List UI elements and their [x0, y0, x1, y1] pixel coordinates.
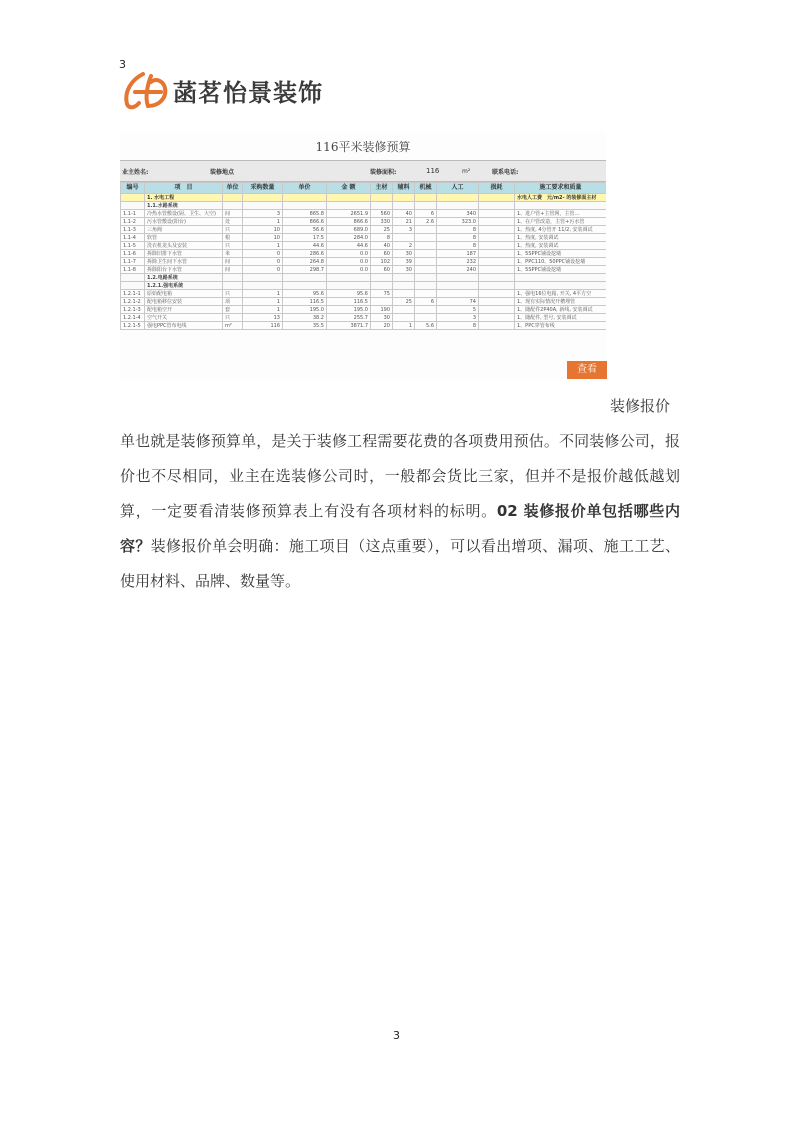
budget-row [121, 242, 607, 250]
budget-cell [479, 298, 515, 306]
budget-cell: 拆除阳台下水管 [145, 266, 223, 274]
budget-cell: 拆除卫生间下水管 [145, 258, 223, 266]
budget-cell [283, 202, 327, 210]
budget-cell: 3 [393, 226, 415, 234]
budget-cell: 1.1-8 [121, 266, 145, 274]
budget-row [121, 298, 607, 306]
budget-cell [479, 226, 515, 234]
page-number-top: 3 [119, 58, 126, 71]
budget-cell: 2651.9 [327, 210, 371, 218]
budget-cell: 44.6 [283, 242, 327, 250]
budget-cell: 三角阀 [145, 226, 223, 234]
budget-cell: 污水管敷设(阳台) [145, 218, 223, 226]
budget-cell: 10 [243, 234, 283, 242]
budget-cell: 30 [371, 314, 393, 322]
budget-cell: 套 [223, 306, 243, 314]
budget-cell: 1、随配件2P40A, 新线, 安装调试 [515, 306, 607, 314]
budget-cell: 284.0 [327, 234, 371, 242]
budget-cell: 1、强电16位电箱, 开关, 4平方空 [515, 290, 607, 298]
budget-cell: 1、PPC110、50PPC铺设挖墙 [515, 258, 607, 266]
budget-cell: 只 [223, 226, 243, 234]
budget-cell: 13 [243, 314, 283, 322]
budget-cell: 间 [223, 210, 243, 218]
budget-cell [393, 194, 415, 202]
budget-cell: 1.1.水路系统 [145, 202, 223, 210]
budget-row [121, 210, 607, 218]
budget-cell [121, 194, 145, 202]
body-paragraph [120, 424, 680, 599]
budget-cell: 0 [243, 258, 283, 266]
budget-row [121, 250, 607, 258]
budget-cell: 拆除旧排下水管 [145, 250, 223, 258]
budget-cell: 配电箱移位安装 [145, 298, 223, 306]
budget-cell [415, 226, 437, 234]
meta-owner: 业主姓名: [122, 168, 149, 176]
budget-cell: 3 [437, 314, 479, 322]
budget-cell [415, 306, 437, 314]
budget-cell: 255.7 [327, 314, 371, 322]
budget-cell [223, 194, 243, 202]
budget-title: 116平米装修预算 [315, 140, 411, 154]
budget-cell: 原始配电箱 [145, 290, 223, 298]
budget-row [121, 234, 607, 242]
budget-cell: 只 [223, 242, 243, 250]
logo-text: 菡茗怡景装饰 [173, 78, 323, 107]
budget-cell: 水电人工费 元/m2- 的装修面主材 [515, 194, 607, 202]
budget-header-cell: 项 目 [145, 183, 223, 194]
budget-cell [243, 274, 283, 282]
budget-cell [371, 274, 393, 282]
budget-cell: 1.1-3 [121, 226, 145, 234]
budget-cell: 35.5 [283, 322, 327, 330]
budget-cell: 处 [223, 218, 243, 226]
budget-cell: 10 [243, 226, 283, 234]
budget-cell [479, 290, 515, 298]
budget-cell: 39 [393, 258, 415, 266]
budget-cell [479, 250, 515, 258]
budget-row [121, 314, 607, 322]
paragraph-text-2: 装修报价单会明确：施工项目（这点重要），可以看出增项、漏项、施工工艺、使用材料、品牌、数量等。 [120, 537, 680, 590]
budget-cell [437, 274, 479, 282]
budget-cell: 865.8 [283, 210, 327, 218]
budget-cell: 1、PPC穿管布线 [515, 322, 607, 330]
budget-cell: 5.6 [415, 322, 437, 330]
budget-cell: 298.7 [283, 266, 327, 274]
budget-cell [223, 202, 243, 210]
budget-cell: 17.5 [283, 234, 327, 242]
budget-cell [479, 234, 515, 242]
budget-cell [223, 282, 243, 290]
budget-header-cell: 主材 [371, 183, 393, 194]
budget-cell [479, 242, 515, 250]
budget-cell [415, 314, 437, 322]
budget-cell [479, 210, 515, 218]
budget-cell: 2 [393, 242, 415, 250]
budget-cell [393, 282, 415, 290]
budget-cell: 0 [243, 266, 283, 274]
budget-cell: 冷热水管敷设(厨、卫生、大空) [145, 210, 223, 218]
budget-cell [479, 202, 515, 210]
budget-cell: 1.1-4 [121, 234, 145, 242]
budget-cell: 1、在户管改造，主管+污水管 [515, 218, 607, 226]
budget-cell: 116.5 [327, 298, 371, 306]
budget-cell: 米 [223, 250, 243, 258]
budget-cell [479, 194, 515, 202]
budget-cell: 1 [243, 218, 283, 226]
budget-cell [479, 314, 515, 322]
budget-cell [393, 274, 415, 282]
budget-cell: 软管 [145, 234, 223, 242]
budget-row [121, 258, 607, 266]
budget-cell [327, 194, 371, 202]
budget-cell [437, 194, 479, 202]
budget-cell: 95.6 [327, 290, 371, 298]
budget-cell [121, 202, 145, 210]
budget-cell: 0.0 [327, 250, 371, 258]
budget-cell: 只 [223, 314, 243, 322]
budget-cell: 1、热度, 安装调试 [515, 242, 607, 250]
budget-cell: 洗衣机龙头及安装 [145, 242, 223, 250]
budget-cell [479, 282, 515, 290]
budget-cell [479, 266, 515, 274]
budget-cell: 1.2.电路系统 [145, 274, 223, 282]
budget-cell: 60 [371, 250, 393, 258]
budget-cell [121, 274, 145, 282]
budget-cell [327, 274, 371, 282]
budget-cell: 8 [437, 242, 479, 250]
budget-row [121, 322, 607, 330]
budget-cell: 6 [415, 210, 437, 218]
budget-cell: 340 [437, 210, 479, 218]
budget-cell: 1.2.1-2 [121, 298, 145, 306]
budget-cell [479, 322, 515, 330]
budget-cell [393, 306, 415, 314]
budget-cell: 1.2.1-1 [121, 290, 145, 298]
budget-cell: 116.5 [283, 298, 327, 306]
budget-cell: 25 [393, 298, 415, 306]
budget-table-header [121, 183, 607, 194]
budget-cell: 1 [243, 306, 283, 314]
budget-cell: 866.6 [283, 218, 327, 226]
budget-header-cell: 施工要求和质量 [515, 183, 607, 194]
budget-cell: 30 [393, 250, 415, 258]
budget-cell: 1、5SPPC铺设挖墙 [515, 250, 607, 258]
budget-cell: 1 [243, 242, 283, 250]
budget-header-cell: 金 额 [327, 183, 371, 194]
budget-cell: 95.6 [283, 290, 327, 298]
budget-cell: 1、5SPPC铺设挖墙 [515, 266, 607, 274]
budget-cell [515, 274, 607, 282]
budget-cell [327, 202, 371, 210]
budget-cell: 0.0 [327, 258, 371, 266]
budget-cell: 强电PPC管布电线 [145, 322, 223, 330]
budget-cell: 配电箱空开 [145, 306, 223, 314]
budget-cell [371, 298, 393, 306]
budget-cell: 1、热度, 4分管开 11/2, 安装调试 [515, 226, 607, 234]
budget-row [121, 218, 607, 226]
budget-cell: 1 [393, 322, 415, 330]
budget-cell: 116 [243, 322, 283, 330]
budget-cell [437, 290, 479, 298]
budget-cell: 1、进户管+主管网，主管… [515, 210, 607, 218]
page-number-bottom: 3 [393, 1029, 400, 1042]
budget-cell: 1.2.1-4 [121, 314, 145, 322]
budget-cell [415, 234, 437, 242]
logo-mark-icon [121, 70, 171, 110]
budget-cell [415, 282, 437, 290]
budget-cell [371, 194, 393, 202]
budget-cell: 只 [223, 290, 243, 298]
budget-cell [243, 194, 283, 202]
budget-row [121, 226, 607, 234]
budget-cell [515, 202, 607, 210]
budget-cell: 30 [393, 266, 415, 274]
budget-cell: 5 [437, 306, 479, 314]
budget-cell: 0 [243, 250, 283, 258]
budget-cell [371, 282, 393, 290]
budget-cell: m² [223, 322, 243, 330]
budget-cell [415, 194, 437, 202]
budget-cell: 1.1-7 [121, 258, 145, 266]
budget-cell [415, 290, 437, 298]
budget-cell: 1.1-1 [121, 210, 145, 218]
budget-cell: 44.6 [327, 242, 371, 250]
budget-header-cell: 采购数量 [243, 183, 283, 194]
budget-cell: 190 [371, 306, 393, 314]
company-logo [121, 70, 323, 110]
budget-cell: 2.6 [415, 218, 437, 226]
budget-cell: 8 [437, 234, 479, 242]
budget-cell [479, 218, 515, 226]
budget-cell: 560 [371, 210, 393, 218]
budget-cell: 1、现有实际情况开槽埋管 [515, 298, 607, 306]
budget-row [121, 290, 607, 298]
budget-cell [415, 202, 437, 210]
budget-header-cell: 损耗 [479, 183, 515, 194]
view-more-button[interactable]: 查看 [567, 361, 607, 379]
budget-header-cell: 机械 [415, 183, 437, 194]
budget-cell: 1.1-5 [121, 242, 145, 250]
budget-cell: 空气开关 [145, 314, 223, 322]
budget-cell: 40 [371, 242, 393, 250]
budget-cell [121, 282, 145, 290]
budget-cell: 1、随配件, 型号, 安装调试 [515, 314, 607, 322]
budget-cell: 264.8 [283, 258, 327, 266]
budget-cell: 1.2.1-3 [121, 306, 145, 314]
budget-cell [415, 242, 437, 250]
budget-cell: 3 [243, 210, 283, 218]
paragraph-first-line: 装修报价 [610, 397, 671, 415]
budget-cell [283, 194, 327, 202]
budget-cell [479, 258, 515, 266]
budget-cell [393, 234, 415, 242]
budget-cell: 21 [393, 218, 415, 226]
budget-cell: 286.6 [283, 250, 327, 258]
budget-cell: 102 [371, 258, 393, 266]
budget-cell [415, 258, 437, 266]
budget-cell: 232 [437, 258, 479, 266]
paragraph-heading-bold: 02 装修报价单包括哪些内容？ [120, 502, 680, 555]
budget-cell: 74 [437, 298, 479, 306]
meta-area-label: 装修面积: [370, 168, 397, 176]
budget-cell: 根 [223, 234, 243, 242]
budget-cell: 60 [371, 266, 393, 274]
budget-cell: 330 [371, 218, 393, 226]
budget-cell: 20 [371, 322, 393, 330]
budget-row [121, 306, 607, 314]
budget-cell: 项 [223, 298, 243, 306]
budget-cell: 1、热度, 安装调试 [515, 234, 607, 242]
budget-cell [479, 274, 515, 282]
budget-cell [515, 282, 607, 290]
budget-cell: 8 [371, 234, 393, 242]
budget-table-image [120, 132, 606, 379]
meta-location: 装修地点 [210, 168, 235, 176]
budget-row [121, 202, 607, 210]
budget-cell: 1.2.1.强电系统 [145, 282, 223, 290]
budget-cell: 1.2.1-5 [121, 322, 145, 330]
budget-row [121, 194, 607, 202]
budget-row [121, 282, 607, 290]
budget-table [120, 182, 606, 330]
budget-cell [415, 274, 437, 282]
budget-header-cell: 单价 [283, 183, 327, 194]
budget-cell [283, 274, 327, 282]
budget-cell: 8 [437, 322, 479, 330]
budget-cell [393, 314, 415, 322]
budget-cell: 1.1-2 [121, 218, 145, 226]
budget-cell: 8 [437, 226, 479, 234]
budget-header-cell: 人工 [437, 183, 479, 194]
budget-header-cell: 编号 [121, 183, 145, 194]
budget-cell: 0.0 [327, 266, 371, 274]
budget-cell: 38.2 [283, 314, 327, 322]
budget-cell [393, 202, 415, 210]
budget-cell: 323.0 [437, 218, 479, 226]
budget-cell: 56.6 [283, 226, 327, 234]
budget-cell: 75 [371, 290, 393, 298]
budget-cell [393, 290, 415, 298]
budget-cell: 40 [393, 210, 415, 218]
budget-cell: 689.0 [327, 226, 371, 234]
budget-cell [479, 306, 515, 314]
meta-phone: 联系电话: [492, 168, 519, 176]
budget-cell: 1.1-6 [121, 250, 145, 258]
budget-row [121, 266, 607, 274]
budget-meta-row [120, 160, 606, 182]
budget-cell: 6 [415, 298, 437, 306]
budget-cell: 间 [223, 258, 243, 266]
meta-area-value: 116 [426, 167, 440, 175]
meta-area-unit: m² [462, 167, 471, 175]
budget-cell: 间 [223, 266, 243, 274]
budget-cell [415, 266, 437, 274]
budget-cell: 1 [243, 290, 283, 298]
budget-cell [327, 282, 371, 290]
budget-cell: 187 [437, 250, 479, 258]
budget-cell [437, 202, 479, 210]
budget-cell: 3871.7 [327, 322, 371, 330]
budget-cell [283, 282, 327, 290]
budget-cell [243, 282, 283, 290]
budget-row [121, 274, 607, 282]
budget-cell: 195.0 [283, 306, 327, 314]
budget-cell: 25 [371, 226, 393, 234]
budget-cell [243, 202, 283, 210]
budget-cell: 195.0 [327, 306, 371, 314]
budget-cell [371, 202, 393, 210]
budget-cell [415, 250, 437, 258]
budget-cell: 240 [437, 266, 479, 274]
budget-cell: 1 [243, 298, 283, 306]
budget-cell [437, 282, 479, 290]
budget-header-cell: 单位 [223, 183, 243, 194]
budget-cell [223, 274, 243, 282]
budget-cell: 1. 水电工程 [145, 194, 223, 202]
paragraph-text-1: 单也就是装修预算单，是关于装修工程需要花费的各项费用预估。不同装修公司，报价也不尽相同，业主在选装修公司时，一般都会货比三家，但并不是报价越低越划算，一定要看清装修预算表上有没有各项材料的标明。 [120, 432, 680, 520]
budget-cell: 866.6 [327, 218, 371, 226]
budget-header-cell: 辅料 [393, 183, 415, 194]
